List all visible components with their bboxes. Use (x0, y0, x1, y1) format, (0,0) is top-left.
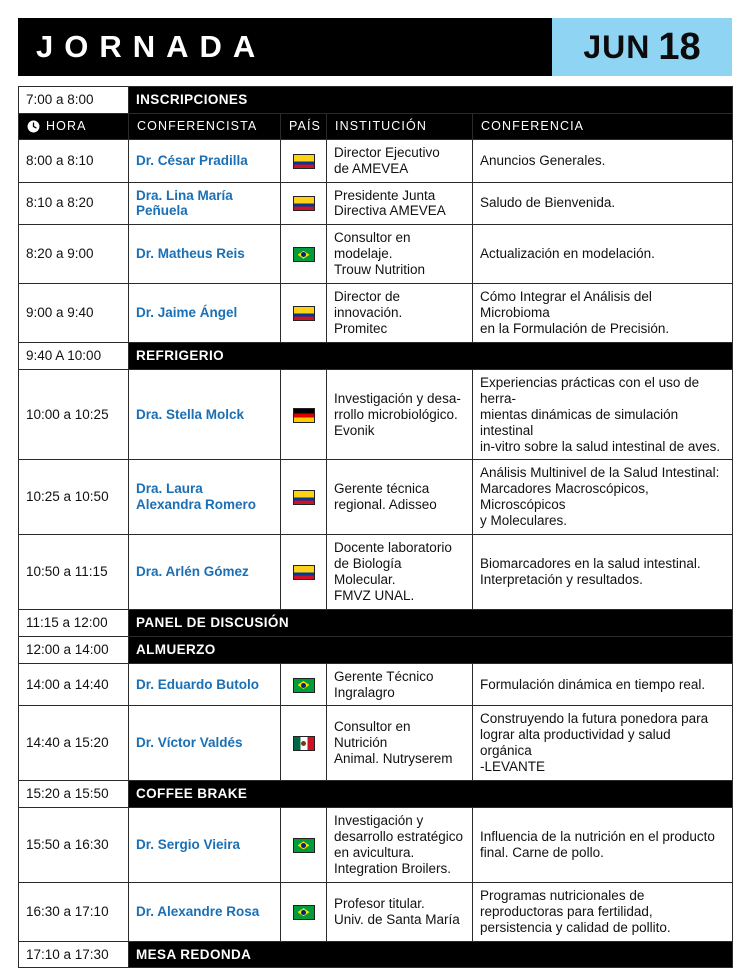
session-row (19, 535, 733, 610)
session-conference: Anuncios Generales. (473, 139, 733, 182)
banner-row (19, 342, 733, 369)
country-cell (281, 182, 327, 225)
flag-brazil (293, 905, 315, 920)
session-conference: Programas nutricionales de reproductoras para fertilidad, persistencia y calidad de pollito. (473, 882, 733, 941)
flag-colombia (293, 490, 315, 505)
country-cell (281, 460, 327, 535)
flag-brazil (293, 678, 315, 693)
flag-colombia (293, 306, 315, 321)
session-speaker: Dra. Arlén Gómez (129, 535, 281, 610)
session-time: 15:50 a 16:30 (19, 808, 129, 883)
session-conference: Formulación dinámica en tiempo real. (473, 663, 733, 706)
session-conference: Análisis Multinivel de la Salud Intestinal: Marcadores Macroscópicos, Microscópicos y Moleculares. (473, 460, 733, 535)
session-institution: Presidente Junta Directiva AMEVEA (327, 182, 473, 225)
column-header-institution: INSTITUCIÓN (327, 113, 473, 139)
banner-label: MESA REDONDA (129, 941, 733, 968)
session-speaker: Dra. Stella Molck (129, 369, 281, 460)
column-header-speaker: CONFERENCISTA (129, 113, 281, 139)
session-row (19, 706, 733, 781)
country-cell (281, 225, 327, 284)
session-row (19, 460, 733, 535)
banner-time: 9:40 A 10:00 (19, 342, 129, 369)
country-cell (281, 284, 327, 343)
country-cell (281, 882, 327, 941)
flag-colombia (293, 196, 315, 211)
header (18, 18, 732, 76)
schedule-table (18, 86, 733, 968)
banner-time: 17:10 a 17:30 (19, 941, 129, 968)
session-conference: Experiencias prácticas con el uso de herra- mientas dinámicas de simulación intestinal in-vitro sobre la salud intestinal de aves. (473, 369, 733, 460)
session-conference: Cómo Integrar el Análisis del Microbioma en la Formulación de Precisión. (473, 284, 733, 343)
session-conference: Influencia de la nutrición en el producto final. Carne de pollo. (473, 808, 733, 883)
banner-time: 12:00 a 14:00 (19, 636, 129, 663)
date-month: JUN (583, 28, 651, 65)
country-cell (281, 808, 327, 883)
session-speaker: Dr. Jaime Ángel (129, 284, 281, 343)
banner-label: ALMUERZO (129, 636, 733, 663)
session-time: 14:40 a 15:20 (19, 706, 129, 781)
session-row (19, 882, 733, 941)
banner-row (19, 941, 733, 968)
session-speaker: Dr. César Pradilla (129, 139, 281, 182)
session-institution: Gerente técnica regional. Adisseo (327, 460, 473, 535)
column-header-hour (19, 113, 129, 139)
column-header-row (19, 113, 733, 139)
session-speaker: Dr. Matheus Reis (129, 225, 281, 284)
session-time: 10:25 a 10:50 (19, 460, 129, 535)
banner-row (19, 781, 733, 808)
session-institution: Investigación y desarrollo estratégico en avicultura. Integration Broilers. (327, 808, 473, 883)
column-header-conference: CONFERENCIA (473, 113, 733, 139)
flag-germany (293, 408, 315, 423)
flag-brazil (293, 247, 315, 262)
banner-label: REFRIGERIO (129, 342, 733, 369)
column-header-country: PAÍS (281, 113, 327, 139)
session-speaker: Dr. Alexandre Rosa (129, 882, 281, 941)
banner-label: COFFEE BRAKE (129, 781, 733, 808)
date-day: 18 (658, 25, 701, 68)
session-conference: Biomarcadores en la salud intestinal. Interpretación y resultados. (473, 535, 733, 610)
country-cell (281, 663, 327, 706)
session-speaker: Dra. Laura Alexandra Romero (129, 460, 281, 535)
flag-mexico (293, 736, 315, 751)
session-speaker: Dra. Lina María Peñuela (129, 182, 281, 225)
session-institution: Gerente Técnico Ingralagro (327, 663, 473, 706)
date-badge (552, 18, 732, 76)
column-header-hour-label: HORA (46, 118, 87, 133)
session-row (19, 139, 733, 182)
banner-row (19, 609, 733, 636)
session-row (19, 182, 733, 225)
flag-colombia (293, 565, 315, 580)
session-time: 8:00 a 8:10 (19, 139, 129, 182)
session-conference: Construyendo la futura ponedora para lograr alta productividad y salud orgánica -LEVANTE (473, 706, 733, 781)
session-row (19, 808, 733, 883)
session-institution: Consultor en Nutrición Animal. Nutryserem (327, 706, 473, 781)
session-speaker: Dr. Eduardo Butolo (129, 663, 281, 706)
flag-colombia (293, 154, 315, 169)
clock-icon (27, 120, 40, 133)
session-time: 10:00 a 10:25 (19, 369, 129, 460)
session-institution: Director Ejecutivo de AMEVEA (327, 139, 473, 182)
banner-time: 11:15 a 12:00 (19, 609, 129, 636)
country-cell (281, 369, 327, 460)
session-conference: Actualización en modelación. (473, 225, 733, 284)
session-institution: Profesor titular. Univ. de Santa María (327, 882, 473, 941)
session-row (19, 369, 733, 460)
country-cell (281, 535, 327, 610)
session-time: 10:50 a 11:15 (19, 535, 129, 610)
session-speaker: Dr. Sergio Vieira (129, 808, 281, 883)
session-institution: Director de innovación. Promitec (327, 284, 473, 343)
session-institution: Docente laboratorio de Biología Molecular. FMVZ UNAL. (327, 535, 473, 610)
session-row (19, 225, 733, 284)
session-speaker: Dr. Víctor Valdés (129, 706, 281, 781)
session-institution: Consultor en modelaje. Trouw Nutrition (327, 225, 473, 284)
banner-time: 7:00 a 8:00 (19, 87, 129, 114)
banner-row (19, 636, 733, 663)
session-time: 9:00 a 9:40 (19, 284, 129, 343)
banner-time: 15:20 a 15:50 (19, 781, 129, 808)
banner-label: PANEL DE DISCUSIÓN (129, 609, 733, 636)
banner-label: INSCRIPCIONES (129, 87, 733, 114)
session-time: 8:20 a 9:00 (19, 225, 129, 284)
page-title: JORNADA (18, 18, 552, 76)
session-time: 16:30 a 17:10 (19, 882, 129, 941)
session-time: 14:00 a 14:40 (19, 663, 129, 706)
session-institution: Investigación y desa- rrollo microbiológico. Evonik (327, 369, 473, 460)
banner-row (19, 87, 733, 114)
flag-brazil (293, 838, 315, 853)
session-row (19, 284, 733, 343)
country-cell (281, 706, 327, 781)
session-row (19, 663, 733, 706)
session-conference: Saludo de Bienvenida. (473, 182, 733, 225)
session-time: 8:10 a 8:20 (19, 182, 129, 225)
country-cell (281, 139, 327, 182)
